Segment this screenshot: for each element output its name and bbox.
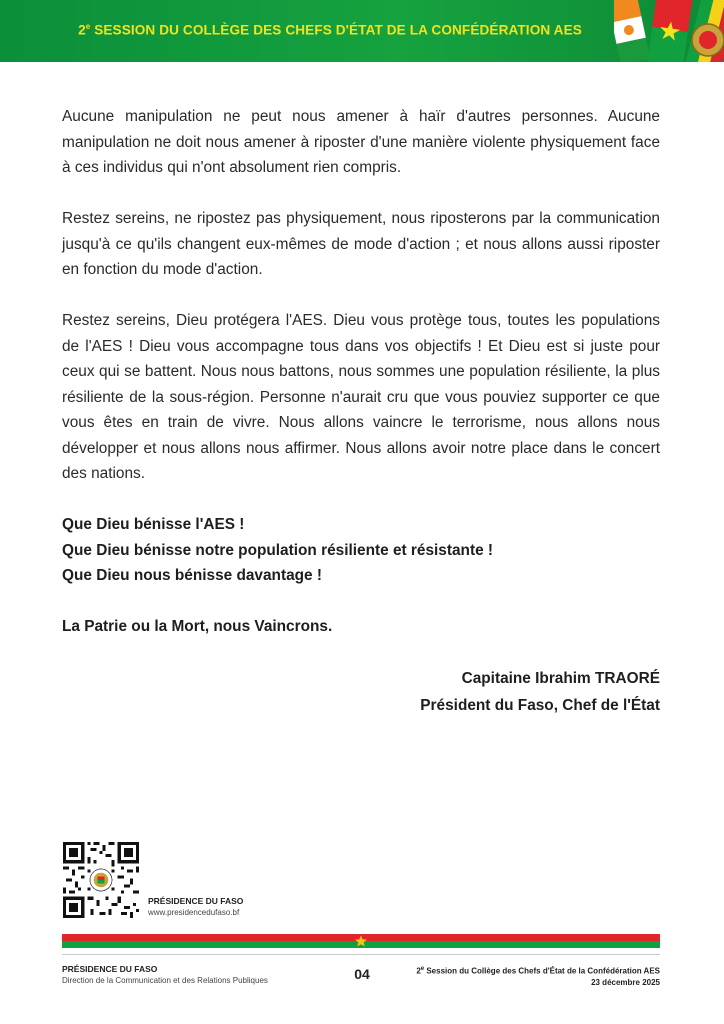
paragraph: Aucune manipulation ne peut nous amener à haïr d'autres personnes. Aucune manipulation ne doit nous amener à riposter d'une manière violente physiquement face à ces individus qui n'ont absolument rien compris.	[62, 108, 660, 176]
header-title-number: 2	[78, 22, 86, 38]
qr-code-icon[interactable]	[63, 842, 139, 918]
header-banner	[0, 0, 724, 62]
blessing-line: Que Dieu bénisse notre population résiliente et résistante !	[62, 541, 494, 559]
blessing-line: Que Dieu bénisse l'AES !	[62, 516, 245, 533]
motto: La Patrie ou la Mort, nous Vaincrons.	[62, 618, 333, 635]
footer-event	[416, 964, 660, 977]
header-title-text: SESSION DU COLLÈGE DES CHEFS D'ÉTAT DE LA CONFÉDÉRATION AES	[90, 22, 582, 38]
aes-flags-icon	[614, 0, 724, 62]
footer-event-block	[416, 964, 660, 988]
paragraph: Restez sereins, ne ripostez pas physiquement, nous riposterons par la communication jusqu'à ce qu'ils changent eux-mêmes de mode d'action ; et nous allons aussi riposter en fonction du mode d'action.	[62, 210, 660, 278]
blessing-line: Que Dieu nous bénisse davantage !	[62, 567, 322, 584]
footer-org: PRÉSIDENCE DU FASO	[62, 964, 158, 974]
flag-bar	[62, 934, 660, 948]
speech-body	[62, 104, 660, 640]
signature-name: Capitaine Ibrahim TRAORÉ	[461, 670, 660, 687]
header-title-sup: e	[85, 22, 91, 31]
qr-url[interactable]: www.presidencedufaso.bf	[148, 908, 240, 917]
footer-event-number: 2	[416, 966, 421, 976]
signature-block	[420, 665, 660, 719]
qr-org-label: PRÉSIDENCE DU FASO	[148, 896, 244, 906]
footer-org-block	[62, 964, 268, 986]
footer-event-sup: e	[420, 966, 425, 972]
qr-caption	[148, 895, 243, 919]
footer-dept: Direction de la Communication et des Relations Publiques	[62, 976, 268, 985]
footer-date: 23 décembre 2025	[591, 977, 660, 987]
footer-event-text: Session du Collège des Chefs d'État de la Confédération AES	[424, 966, 660, 976]
footer-divider	[62, 954, 660, 955]
star-icon	[354, 934, 368, 948]
page-number: 04	[354, 966, 370, 982]
paragraph: Restez sereins, Dieu protégera l'AES. Dieu vous protège tous, toutes les populations de l'AES ! Dieu vous accompagne tous dans vos objectifs ! Et Dieu est si juste pour ceux qui se battent. Nous nous battons, nous sommes une population résiliente, la plus résiliente de la sous-région. Personne n'aurait cru que vous pouviez supporter ce que vous êtes en train de vivre. Nous allons vaincre le terrorisme, nous allons nous développer et nous allons nous affirmer. Nous allons avoir notre place dans le concert des nations.	[62, 312, 660, 482]
header-title	[0, 22, 660, 38]
signature-title: Président du Faso, Chef de l'État	[420, 697, 660, 714]
